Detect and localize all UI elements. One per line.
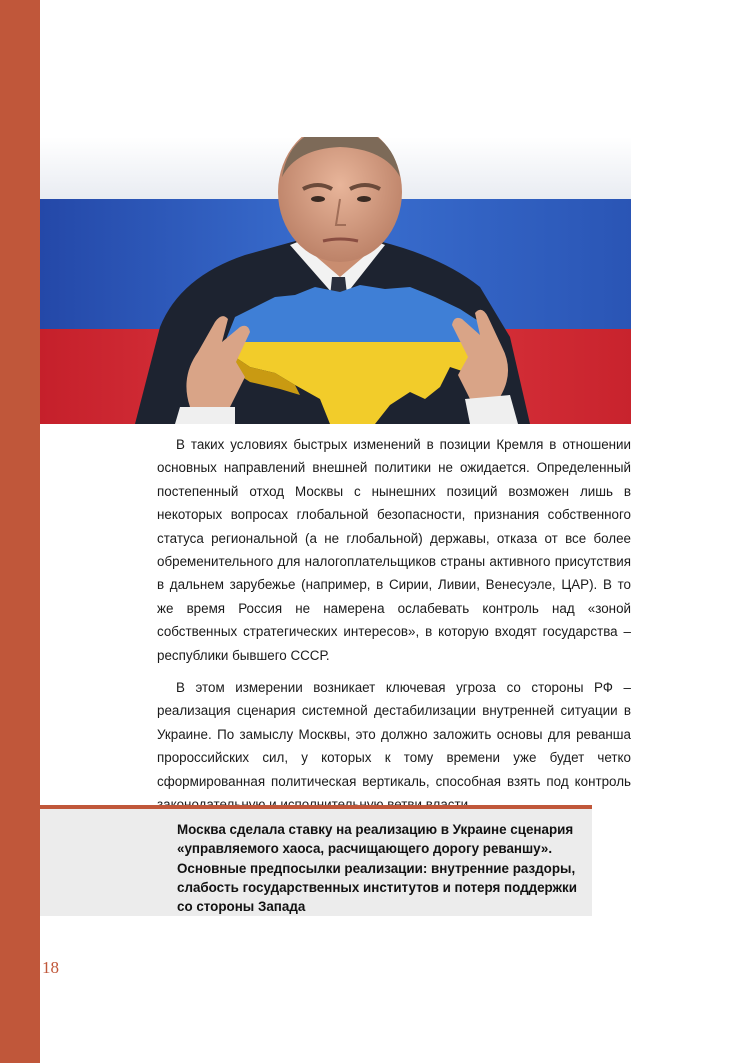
page-side-band bbox=[0, 0, 40, 1063]
callout-text: Москва сделала ставку на реализацию в Украине сценария «управляемого хаоса, расчищающего дорогу реваншу». Основные предпосылки реализации: внутренние раздоры, слабость государственных институтов и потеря поддержки со стороны Запада bbox=[177, 822, 577, 915]
body-text bbox=[157, 433, 631, 826]
page-number: 18 bbox=[42, 958, 59, 977]
paragraph-1: В таких условиях быстрых изменений в позиции Кремля в отношении основных направлений внешней политики не ожидается. Определенный постепенный отход Москвы с нынешних позиций возможен лишь в некоторых вопросах глобальной безопасности, признания собственного статуса региональной (а не глобальной) державы, отказа от все более обременительного для налогоплательщиков страны активного присутствия в дальнем зарубежье (например, в Сирии, Ливии, Венесуэле, ЦАР). В то же время Россия не намерена ослабевать контроль над «зоной собственных стратегических интересов», в которую входят государства – республики бывшего СССР. bbox=[157, 437, 631, 663]
photo-putin-ukraine-map bbox=[40, 137, 631, 424]
paragraph-2: В этом измерении возникает ключевая угроза со стороны РФ – реализация сценария системной дестабилизации внутренней ситуации в Украине. По замыслу Москвы, это должно заложить основы для реванша пророссийских сил, у которых к тому времени уже будет четко сформированная политическая вертикаль, способная взять под контроль bbox=[157, 680, 631, 789]
